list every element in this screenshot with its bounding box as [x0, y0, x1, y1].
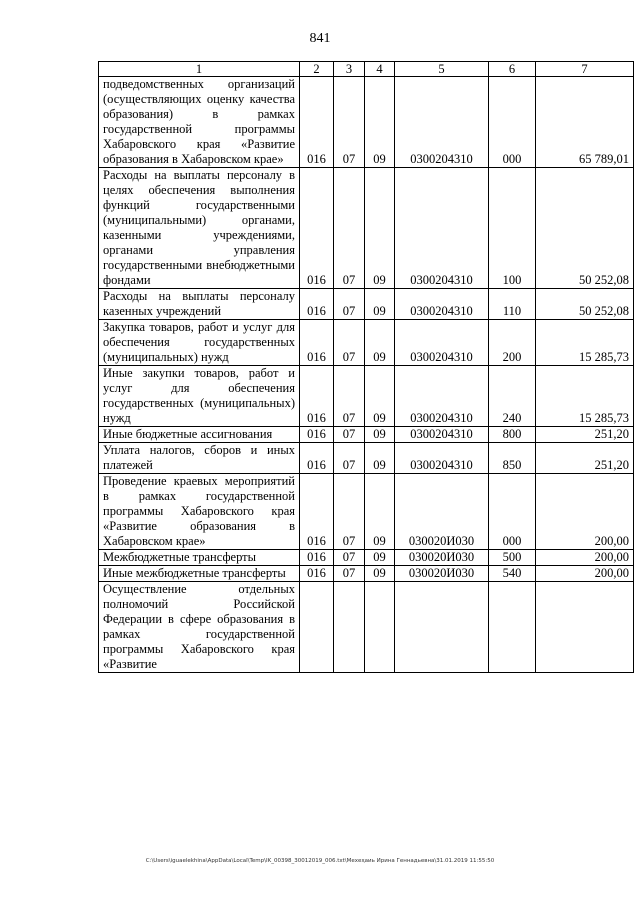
- amount-cell: 50 252,08: [536, 168, 634, 289]
- column-header: 1: [99, 62, 300, 77]
- table-header-row: [99, 62, 634, 77]
- admin-code-cell: [300, 582, 334, 673]
- table-row: [99, 474, 634, 550]
- page-number: 841: [309, 31, 331, 46]
- admin-code-cell: 016: [300, 443, 334, 474]
- subsection-code-cell: 09: [365, 77, 395, 168]
- section-code-cell: 07: [334, 550, 365, 566]
- row-name-cell: Закупка товаров, работ и услуг для обеспечения государственных (муниципальных) нужд: [99, 320, 300, 366]
- row-name-cell: Иные межбюджетные трансферты: [99, 566, 300, 582]
- row-name-cell: подведомственных организаций (осуществляющих оценку качества образования) в рамках государственной программы Хабаровского края «Развитие образования в Хабаровском крае»: [99, 77, 300, 168]
- target-article-cell: 0300204310: [395, 168, 489, 289]
- amount-cell: 251,20: [536, 427, 634, 443]
- expense-type-cell: 000: [489, 474, 536, 550]
- target-article-cell: 030020И030: [395, 474, 489, 550]
- row-name-cell: Межбюджетные трансферты: [99, 550, 300, 566]
- subsection-code-cell: 09: [365, 566, 395, 582]
- row-name-cell: Уплата налогов, сборов и иных платежей: [99, 443, 300, 474]
- row-name-cell: Иные бюджетные ассигнования: [99, 427, 300, 443]
- table-row: [99, 550, 634, 566]
- row-name-cell: Расходы на выплаты персоналу казенных учреждений: [99, 289, 300, 320]
- table-row: [99, 443, 634, 474]
- table-row: [99, 566, 634, 582]
- amount-cell: 200,00: [536, 550, 634, 566]
- target-article-cell: 0300204310: [395, 320, 489, 366]
- subsection-code-cell: 09: [365, 289, 395, 320]
- column-header: 3: [334, 62, 365, 77]
- column-header: 5: [395, 62, 489, 77]
- subsection-code-cell: 09: [365, 320, 395, 366]
- section-code-cell: 07: [334, 443, 365, 474]
- section-code-cell: 07: [334, 77, 365, 168]
- column-header: 6: [489, 62, 536, 77]
- amount-cell: [536, 582, 634, 673]
- target-article-cell: 0300204310: [395, 427, 489, 443]
- target-article-cell: [395, 582, 489, 673]
- section-code-cell: 07: [334, 320, 365, 366]
- subsection-code-cell: 09: [365, 443, 395, 474]
- table-row: [99, 77, 634, 168]
- subsection-code-cell: 09: [365, 550, 395, 566]
- expense-type-cell: 200: [489, 320, 536, 366]
- budget-table: [98, 61, 634, 673]
- subsection-code-cell: [365, 582, 395, 673]
- expense-type-cell: 100: [489, 168, 536, 289]
- row-name-cell: Осуществление отдельных полномочий Российской Федерации в сфере образования в рамках государственной программы Хабаровского края «Развитие: [99, 582, 300, 673]
- expense-type-cell: [489, 582, 536, 673]
- admin-code-cell: 016: [300, 427, 334, 443]
- column-header: 7: [536, 62, 634, 77]
- expense-type-cell: 240: [489, 366, 536, 427]
- admin-code-cell: 016: [300, 289, 334, 320]
- subsection-code-cell: 09: [365, 427, 395, 443]
- target-article-cell: 030020И030: [395, 566, 489, 582]
- target-article-cell: 0300204310: [395, 366, 489, 427]
- section-code-cell: 07: [334, 366, 365, 427]
- admin-code-cell: 016: [300, 77, 334, 168]
- amount-cell: 200,00: [536, 474, 634, 550]
- amount-cell: 65 789,01: [536, 77, 634, 168]
- amount-cell: 251,20: [536, 443, 634, 474]
- amount-cell: 200,00: [536, 566, 634, 582]
- column-header: 2: [300, 62, 334, 77]
- target-article-cell: 030020И030: [395, 550, 489, 566]
- table-body: [99, 77, 634, 673]
- row-name-cell: Расходы на выплаты персоналу в целях обеспечения выполнения функций государственными (муниципальными) органами, казенными учреждениями, органами управления государственными внебюджетными фондами: [99, 168, 300, 289]
- target-article-cell: 0300204310: [395, 77, 489, 168]
- table-row: [99, 289, 634, 320]
- admin-code-cell: 016: [300, 566, 334, 582]
- expense-type-cell: 540: [489, 566, 536, 582]
- table-row: [99, 427, 634, 443]
- expense-type-cell: 850: [489, 443, 536, 474]
- table-row: [99, 168, 634, 289]
- table-row: [99, 582, 634, 673]
- section-code-cell: 07: [334, 289, 365, 320]
- expense-type-cell: 000: [489, 77, 536, 168]
- section-code-cell: 07: [334, 566, 365, 582]
- subsection-code-cell: 09: [365, 474, 395, 550]
- admin-code-cell: 016: [300, 366, 334, 427]
- amount-cell: 15 285,73: [536, 320, 634, 366]
- admin-code-cell: 016: [300, 550, 334, 566]
- admin-code-cell: 016: [300, 168, 334, 289]
- section-code-cell: 07: [334, 427, 365, 443]
- file-path-footer: C:\Users\iguaelekhina\AppData\Local\Temp\IK_00398_30012019_006.txt\Мехеҳаиь Ирина Геннадьевна\31.01.2019 11:55:50: [145, 858, 495, 864]
- amount-cell: 50 252,08: [536, 289, 634, 320]
- target-article-cell: 0300204310: [395, 443, 489, 474]
- row-name-cell: Иные закупки товаров, работ и услуг для обеспечения государственных (муниципальных) нужд: [99, 366, 300, 427]
- amount-cell: 15 285,73: [536, 366, 634, 427]
- row-name-cell: Проведение краевых мероприятий в рамках государственной программы Хабаровского края «Развитие образования в Хабаровском крае»: [99, 474, 300, 550]
- expense-type-cell: 110: [489, 289, 536, 320]
- subsection-code-cell: 09: [365, 366, 395, 427]
- admin-code-cell: 016: [300, 320, 334, 366]
- admin-code-cell: 016: [300, 474, 334, 550]
- expense-type-cell: 500: [489, 550, 536, 566]
- table-row: [99, 366, 634, 427]
- table-row: [99, 320, 634, 366]
- column-header: 4: [365, 62, 395, 77]
- section-code-cell: [334, 582, 365, 673]
- section-code-cell: 07: [334, 168, 365, 289]
- target-article-cell: 0300204310: [395, 289, 489, 320]
- section-code-cell: 07: [334, 474, 365, 550]
- expense-type-cell: 800: [489, 427, 536, 443]
- subsection-code-cell: 09: [365, 168, 395, 289]
